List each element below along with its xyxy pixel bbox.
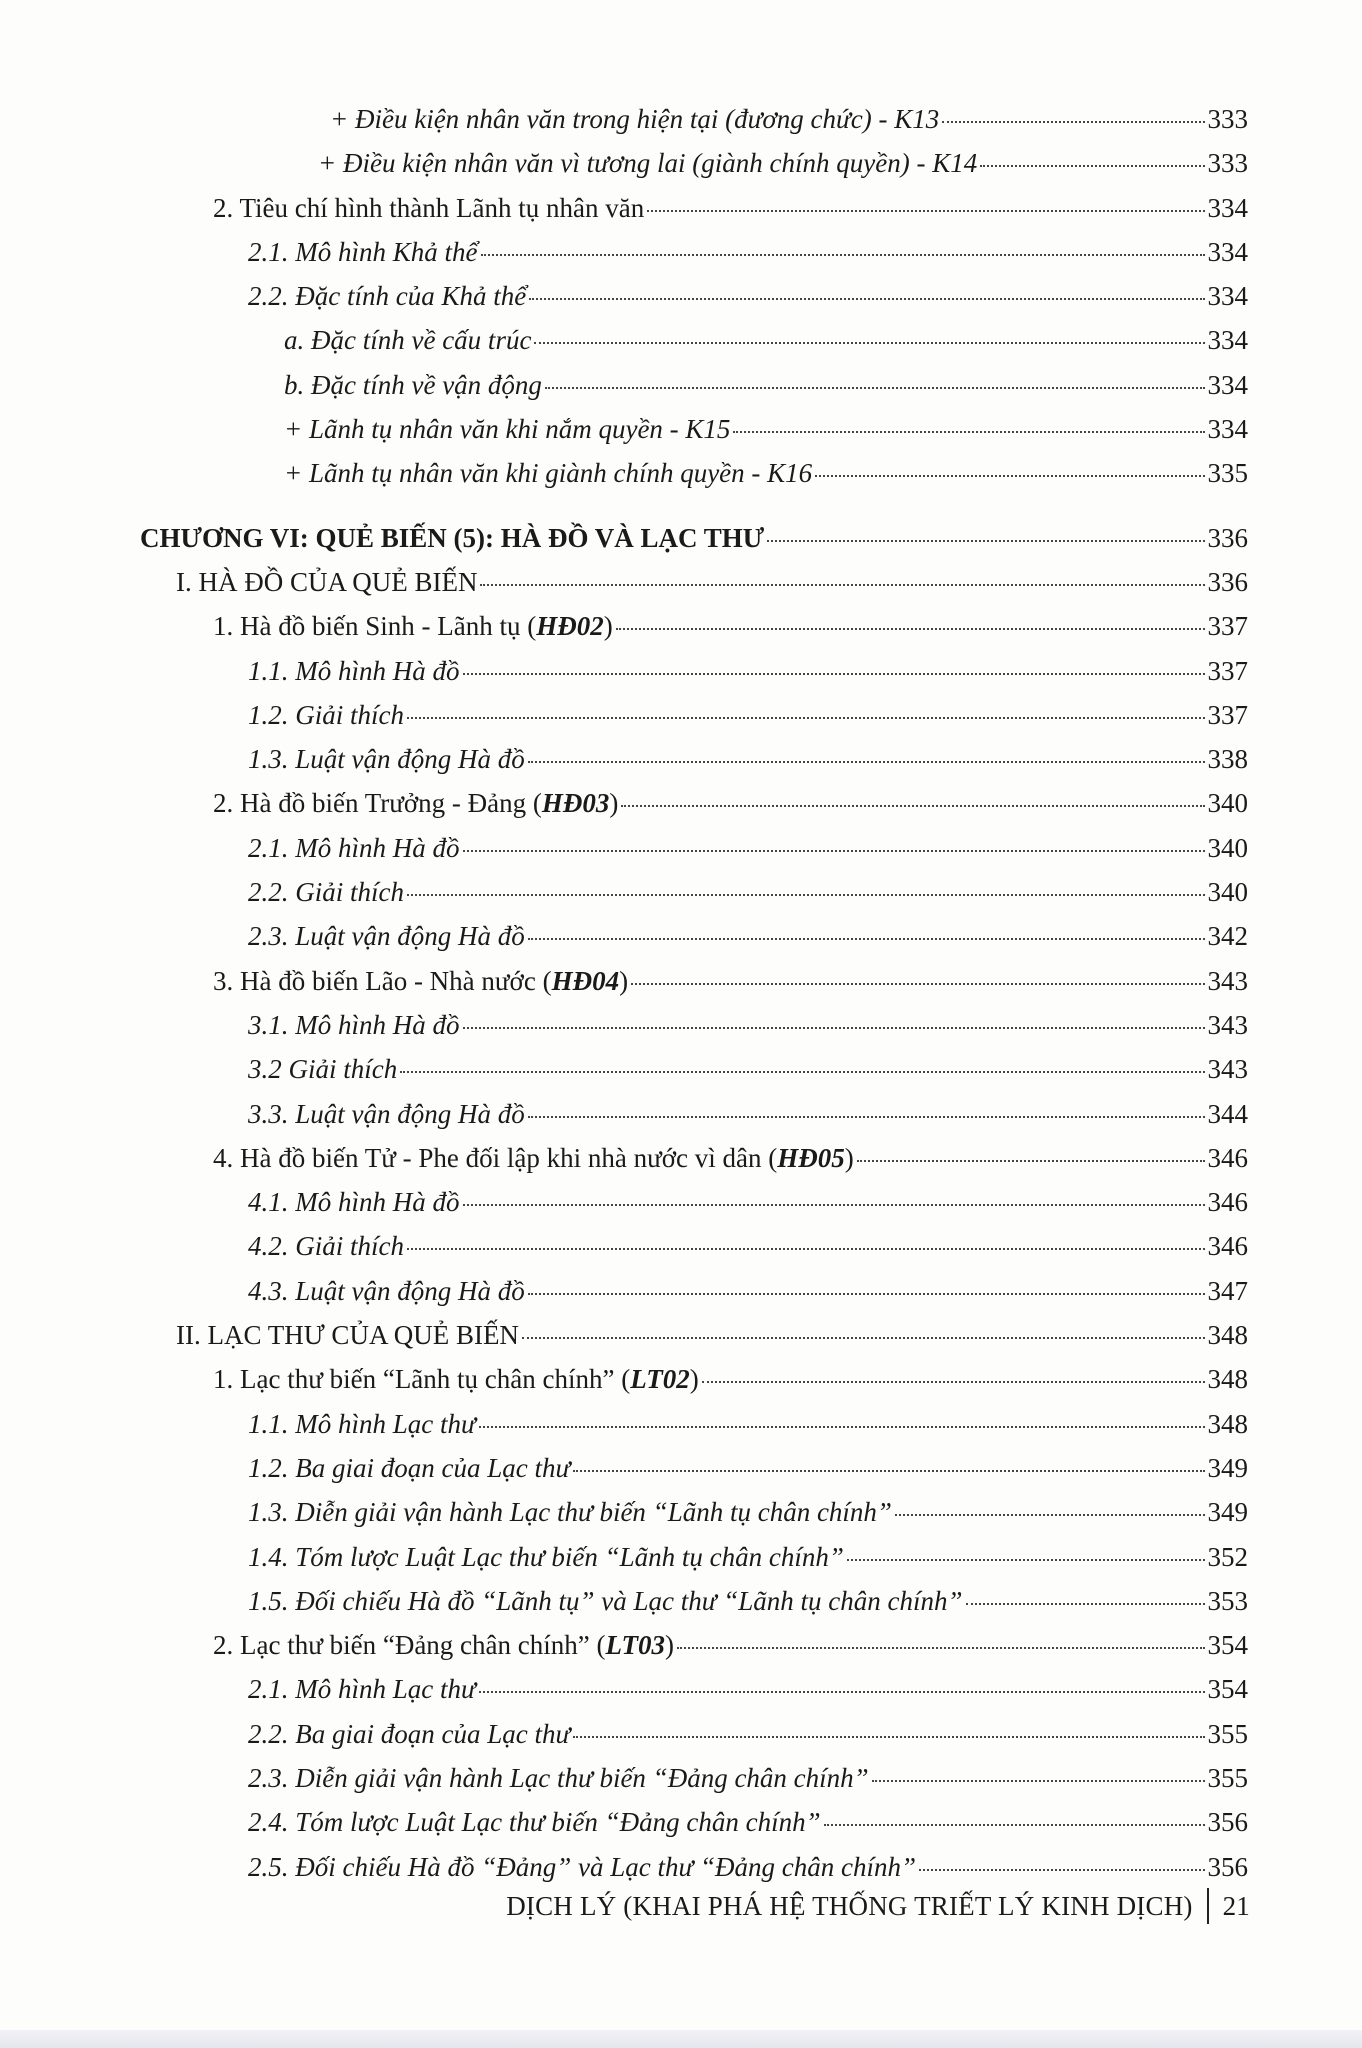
toc-entry-page: 338 xyxy=(1207,744,1248,775)
dot-leader xyxy=(980,165,1204,167)
toc-entry-label: 2. Hà đồ biến Trưởng - Đảng (HĐ03) xyxy=(213,788,619,819)
toc-entry-page: 356 xyxy=(1207,1851,1248,1882)
toc-entry-label: II. LẠC THƯ CỦA QUẺ BIẾN xyxy=(176,1320,519,1351)
dot-leader xyxy=(479,1426,1205,1428)
dot-leader xyxy=(481,254,1205,256)
toc-entry-label: + Lãnh tụ nhân văn khi nắm quyền - K15 xyxy=(284,414,731,445)
toc-entry xyxy=(0,788,1362,832)
toc-entry-label: 2.2. Ba giai đoạn của Lạc thư xyxy=(248,1718,571,1749)
toc-entry xyxy=(0,567,1362,611)
toc-entry-page: 335 xyxy=(1207,458,1248,489)
toc-entry-label: 4.2. Giải thích xyxy=(248,1231,404,1262)
page-footer xyxy=(506,1888,1250,1924)
toc-entry-page: 354 xyxy=(1207,1674,1248,1705)
toc-entry-page: 337 xyxy=(1207,655,1248,686)
toc-entry-page: 340 xyxy=(1207,832,1248,863)
toc-entry-page: 349 xyxy=(1207,1497,1248,1528)
toc-entry xyxy=(0,1409,1362,1453)
toc-entry-label: 2.3. Luật vận động Hà đồ xyxy=(248,921,525,952)
toc-entry-label: 1.3. Diễn giải vận hành Lạc thư biến “Lãnh tụ chân chính” xyxy=(248,1497,892,1528)
toc-entry-page: 354 xyxy=(1207,1630,1248,1661)
toc-entry xyxy=(0,1719,1362,1763)
toc-entry-label: 2. Tiêu chí hình thành Lãnh tụ nhân văn xyxy=(213,192,645,223)
toc-entry xyxy=(0,877,1362,921)
toc-entry xyxy=(0,104,1362,148)
dot-leader xyxy=(479,1691,1205,1693)
dot-leader xyxy=(767,540,1204,542)
footer-book-title: DỊCH LÝ (KHAI PHÁ HỆ THỐNG TRIẾT LÝ KINH DỊCH) xyxy=(506,1890,1193,1921)
toc-entry xyxy=(0,1320,1362,1364)
toc-entry-page: 355 xyxy=(1207,1762,1248,1793)
dot-leader xyxy=(463,1027,1205,1029)
toc-entry-label: 2. Lạc thư biến “Đảng chân chính” (LT03) xyxy=(213,1630,674,1661)
toc-entry xyxy=(0,1674,1362,1718)
toc-entry-page: 340 xyxy=(1207,877,1248,908)
toc-entry xyxy=(0,1763,1362,1807)
toc-entry xyxy=(0,1276,1362,1320)
toc-entry-code: HĐ05 xyxy=(777,1142,845,1173)
toc-entry xyxy=(0,1630,1362,1674)
toc-entry xyxy=(0,281,1362,325)
toc-entry xyxy=(0,833,1362,877)
dot-leader xyxy=(528,938,1205,940)
toc-entry-label: + Điều kiện nhân văn trong hiện tại (đương chức) - K13 xyxy=(330,104,940,134)
toc-entry-label: 3.1. Mô hình Hà đồ xyxy=(248,1009,460,1040)
toc-entry-label: 1.4. Tóm lược Luật Lạc thư biến “Lãnh tụ chân chính” xyxy=(248,1541,844,1572)
toc-entry-label: 1. Hà đồ biến Sinh - Lãnh tụ (HĐ02) xyxy=(213,611,613,642)
toc-entry-page: 340 xyxy=(1207,788,1248,819)
toc-entry-label: 2.2. Đặc tính của Khả thể xyxy=(248,281,527,312)
dot-leader xyxy=(966,1603,1205,1605)
toc-entry-page: 352 xyxy=(1207,1541,1248,1572)
toc-entry-label: 4.3. Luật vận động Hà đồ xyxy=(248,1275,525,1306)
toc-entry-label: I. HÀ ĐỒ CỦA QUẺ BIẾN xyxy=(176,566,478,597)
toc-entry-page: 356 xyxy=(1207,1807,1248,1838)
toc-entry-page: 343 xyxy=(1207,1054,1248,1085)
toc-entry-label: CHƯƠNG VI: QUẺ BIẾN (5): HÀ ĐỒ VÀ LẠC THƯ xyxy=(140,522,765,553)
dot-leader xyxy=(647,210,1204,212)
toc-entry xyxy=(0,1807,1362,1851)
toc-entry xyxy=(0,1453,1362,1497)
footer-separator xyxy=(1207,1888,1209,1924)
toc-entry-page: 343 xyxy=(1207,1009,1248,1040)
toc-entry-label: + Điều kiện nhân văn vì tương lai (giành chính quyền) - K14 xyxy=(318,148,978,179)
toc-entry-page: 353 xyxy=(1207,1585,1248,1616)
toc-entry-page: 346 xyxy=(1207,1142,1248,1173)
dot-leader xyxy=(857,1160,1205,1162)
dot-leader xyxy=(407,1248,1205,1250)
dot-leader xyxy=(407,717,1205,719)
toc-entry-label: 3.2 Giải thích xyxy=(248,1054,398,1085)
dot-leader xyxy=(733,431,1204,433)
toc-entry xyxy=(0,656,1362,700)
dot-leader xyxy=(895,1514,1205,1516)
dot-leader xyxy=(573,1470,1204,1472)
toc-entry-page: 334 xyxy=(1207,325,1248,356)
dot-leader xyxy=(616,628,1205,630)
dot-leader xyxy=(847,1559,1205,1561)
toc-entry-code: HĐ02 xyxy=(536,611,604,642)
dot-leader xyxy=(528,1293,1205,1295)
dot-leader xyxy=(528,761,1205,763)
dot-leader xyxy=(545,387,1205,389)
toc-entry xyxy=(0,700,1362,744)
toc-entry-page: 343 xyxy=(1207,965,1248,996)
toc-entry xyxy=(0,1586,1362,1630)
toc-entry-page: 334 xyxy=(1207,281,1248,312)
toc-entry xyxy=(0,1010,1362,1054)
toc-entry-label: 3.3. Luật vận động Hà đồ xyxy=(248,1098,525,1129)
toc-entry-page: 333 xyxy=(1207,148,1248,179)
dot-leader xyxy=(529,298,1204,300)
toc-entry xyxy=(0,744,1362,788)
toc-entry-label: 2.1. Mô hình Khả thể xyxy=(248,236,478,267)
toc-entry xyxy=(0,1099,1362,1143)
toc-entry-label: 4.1. Mô hình Hà đồ xyxy=(248,1187,460,1218)
toc-entry-page: 349 xyxy=(1207,1452,1248,1483)
toc-entry-label: 1.2. Giải thích xyxy=(248,699,404,730)
toc-entry xyxy=(0,523,1362,567)
toc-entry-label: 2.5. Đối chiếu Hà đồ “Đảng” và Lạc thư “Đảng chân chính” xyxy=(248,1851,916,1882)
toc-entry-code: LT02 xyxy=(630,1364,690,1395)
toc-entry-page: 346 xyxy=(1207,1231,1248,1262)
toc-entry-code: HĐ04 xyxy=(551,965,620,996)
toc-entry-page: 334 xyxy=(1207,414,1248,445)
toc-entry-page: 344 xyxy=(1207,1098,1248,1129)
dot-leader xyxy=(919,1869,1205,1871)
toc-entry-label: 1.5. Đối chiếu Hà đồ “Lãnh tụ” và Lạc thư “Lãnh tụ chân chính” xyxy=(248,1585,963,1616)
toc-entry xyxy=(0,1497,1362,1541)
toc-entry xyxy=(0,237,1362,281)
dot-leader xyxy=(400,1071,1204,1073)
toc-entry-label: 2.2. Giải thích xyxy=(248,877,404,908)
toc-entry xyxy=(0,414,1362,458)
toc-entry-page: 355 xyxy=(1207,1718,1248,1749)
toc-entry-code: LT03 xyxy=(605,1630,665,1661)
dot-leader xyxy=(631,983,1204,985)
toc-entry-page: 336 xyxy=(1207,566,1248,597)
toc-entry-page: 333 xyxy=(1207,104,1248,134)
toc-entry-label: b. Đặc tính về vận động xyxy=(284,369,542,400)
dot-leader xyxy=(463,1204,1205,1206)
dot-leader xyxy=(463,673,1205,675)
toc-entry-label: 1.3. Luật vận động Hà đồ xyxy=(248,744,525,775)
toc-entry-label: 2.4. Tóm lược Luật Lạc thư biến “Đảng chân chính” xyxy=(248,1807,821,1838)
toc-entry-page: 334 xyxy=(1207,192,1248,223)
toc-entry-page: 348 xyxy=(1207,1320,1248,1351)
toc-entry xyxy=(0,921,1362,965)
dot-leader xyxy=(942,121,1204,123)
dot-leader xyxy=(407,894,1205,896)
toc-entry-page: 334 xyxy=(1207,236,1248,267)
dot-leader xyxy=(677,1647,1205,1649)
toc-entry-label: 3. Hà đồ biến Lão - Nhà nước (HĐ04) xyxy=(213,965,629,996)
toc-entry-label: 2.1. Mô hình Hà đồ xyxy=(248,832,460,863)
footer-page-number: 21 xyxy=(1222,1890,1250,1921)
toc-entry xyxy=(0,370,1362,414)
toc-entry xyxy=(0,1542,1362,1586)
scan-edge xyxy=(0,2030,1362,2048)
toc-entry-page: 336 xyxy=(1207,522,1248,553)
dot-leader xyxy=(573,1736,1204,1738)
toc-entry-page: 346 xyxy=(1207,1187,1248,1218)
toc-entry xyxy=(0,611,1362,655)
dot-leader xyxy=(702,1381,1205,1383)
dot-leader xyxy=(522,1337,1205,1339)
toc-entry xyxy=(0,1231,1362,1275)
toc-entry-page: 348 xyxy=(1207,1408,1248,1439)
toc-entry-label: a. Đặc tính về cấu trúc xyxy=(284,325,532,356)
toc-entry xyxy=(0,1364,1362,1408)
toc-entry-label: 2.3. Diễn giải vận hành Lạc thư biến “Đảng chân chính” xyxy=(248,1762,869,1793)
toc-entry-label: 1.1. Mô hình Hà đồ xyxy=(248,655,460,686)
toc-entry-page: 334 xyxy=(1207,369,1248,400)
dot-leader xyxy=(815,475,1204,477)
dot-leader xyxy=(528,1116,1205,1118)
toc-entry-code: HĐ03 xyxy=(541,788,610,819)
toc-entry-label: 1.2. Ba giai đoạn của Lạc thư xyxy=(248,1452,571,1483)
toc-entry-label: 1.1. Mô hình Lạc thư xyxy=(248,1408,476,1439)
dot-leader xyxy=(824,1824,1205,1826)
toc-entry-label: 4. Hà đồ biến Tử - Phe đối lập khi nhà nước vì dân (HĐ05) xyxy=(213,1142,854,1173)
toc-entry-page: 337 xyxy=(1207,699,1248,730)
toc-entry-label: 1. Lạc thư biến “Lãnh tụ chân chính” (LT02) xyxy=(213,1364,699,1395)
toc-entry-page: 342 xyxy=(1207,921,1248,952)
toc-entry-page: 337 xyxy=(1207,611,1248,642)
toc-entry-label: 2.1. Mô hình Lạc thư xyxy=(248,1674,476,1705)
toc-entry xyxy=(0,148,1362,192)
dot-leader xyxy=(463,850,1205,852)
toc-entry xyxy=(0,458,1362,502)
toc-entry xyxy=(0,325,1362,369)
toc-entry xyxy=(0,1054,1362,1098)
dot-leader xyxy=(621,805,1204,807)
toc-entry xyxy=(0,193,1362,237)
dot-leader xyxy=(480,584,1204,586)
toc-entry xyxy=(0,1187,1362,1231)
toc-entry xyxy=(0,1143,1362,1187)
toc-entry-page: 347 xyxy=(1207,1275,1248,1306)
toc-entry-label: + Lãnh tụ nhân văn khi giành chính quyền - K16 xyxy=(284,458,813,489)
dot-leader xyxy=(872,1780,1205,1782)
toc-entry-page: 348 xyxy=(1207,1364,1248,1395)
toc-entry xyxy=(0,966,1362,1010)
table-of-contents xyxy=(0,104,1362,1896)
dot-leader xyxy=(534,342,1204,344)
